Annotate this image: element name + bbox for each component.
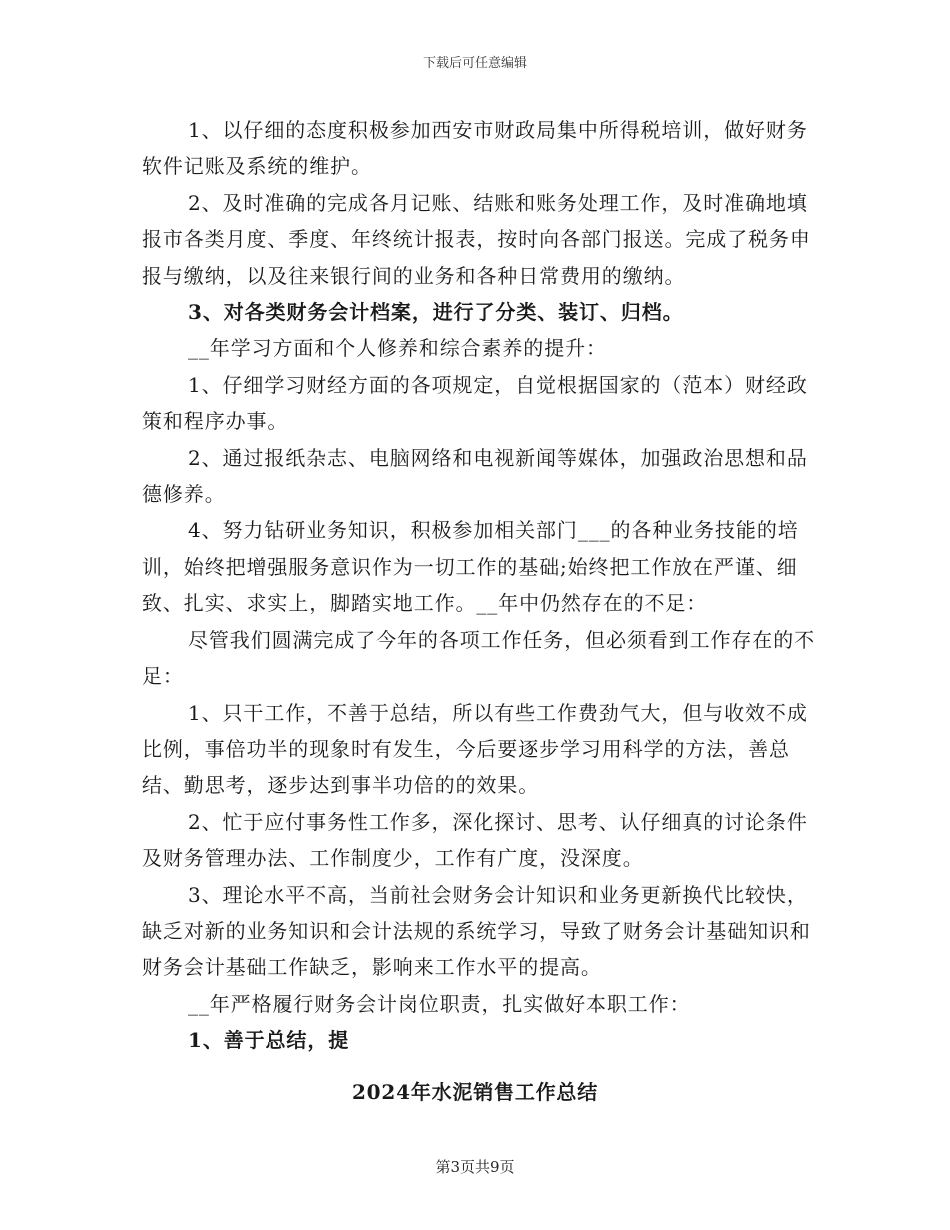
paragraph-13-bold: 1、善于总结，提	[188, 1028, 350, 1053]
paragraph-7: 4、努力钻研业务知识，积极参加相关部门___的各种业务技能的培训，始终把增强服务意识作为一切工作的基础;始终把工作放在严谨、细致、扎实、求实上，脚踏实地工作。__年中仍然存在的不足：	[142, 518, 799, 616]
document-body	[142, 112, 822, 1059]
paragraph-3-bold: 3、对各类财务会计档案，进行了分类、装订、归档。	[188, 300, 684, 325]
paragraph-10: 2、忙于应付事务性工作多，深化探讨、思考、认仔细真的讨论条件及财务管理办法、工作制度少，工作有广度，没深度。	[142, 809, 808, 871]
paragraph-12: __年严格履行财务会计岗位职责，扎实做好本职工作：	[188, 991, 691, 1016]
paragraph-6: 2、通过报纸杂志、电脑网络和电视新闻等媒体，加强政治思想和品德修养。	[142, 445, 808, 507]
paragraph-1: 1、以仔细的态度积极参加西安市财政局集中所得税培训，做好财务软件记账及系统的维护。	[142, 118, 808, 179]
paragraph-2: 2、及时准确的完成各月记账、结账和账务处理工作，及时准确地填报市各类月度、季度、年终统计报表，按时向各部门报送。完成了税务申报与缴纳，以及往来银行间的业务和各种日常费用的缴纳。	[142, 190, 811, 288]
page-header: 下载后可任意编辑	[422, 56, 527, 71]
paragraph-9: 1、只干工作，不善于总结，所以有些工作费劲气大，但与收效不成比例，事倍功半的现象时有发生，今后要逐步学习用科学的方法，善总结、勤思考，逐步达到事半功倍的的效果。	[142, 700, 808, 798]
page-footer: 第3页共9页	[435, 1158, 515, 1176]
paragraph-4: __年学习方面和个人修养和综合素养的提升：	[188, 336, 607, 361]
paragraph-11: 3、理论水平不高，当前社会财务会计知识和业务更新换代比较快，缺乏对新的业务知识和会计法规的系统学习，导致了财务会计基础知识和财务会计基础工作缺乏，影响来工作水平的提高。	[142, 882, 811, 980]
paragraph-5: 1、仔细学习财经方面的各项规定，自觉根据国家的（范本）财经政策和程序办事。	[142, 372, 808, 434]
section-heading: 2024年水泥销售工作总结	[351, 1080, 599, 1104]
paragraph-8: 尽管我们圆满完成了今年的各项工作任务，但必须看到工作存在的不足：	[142, 627, 815, 689]
